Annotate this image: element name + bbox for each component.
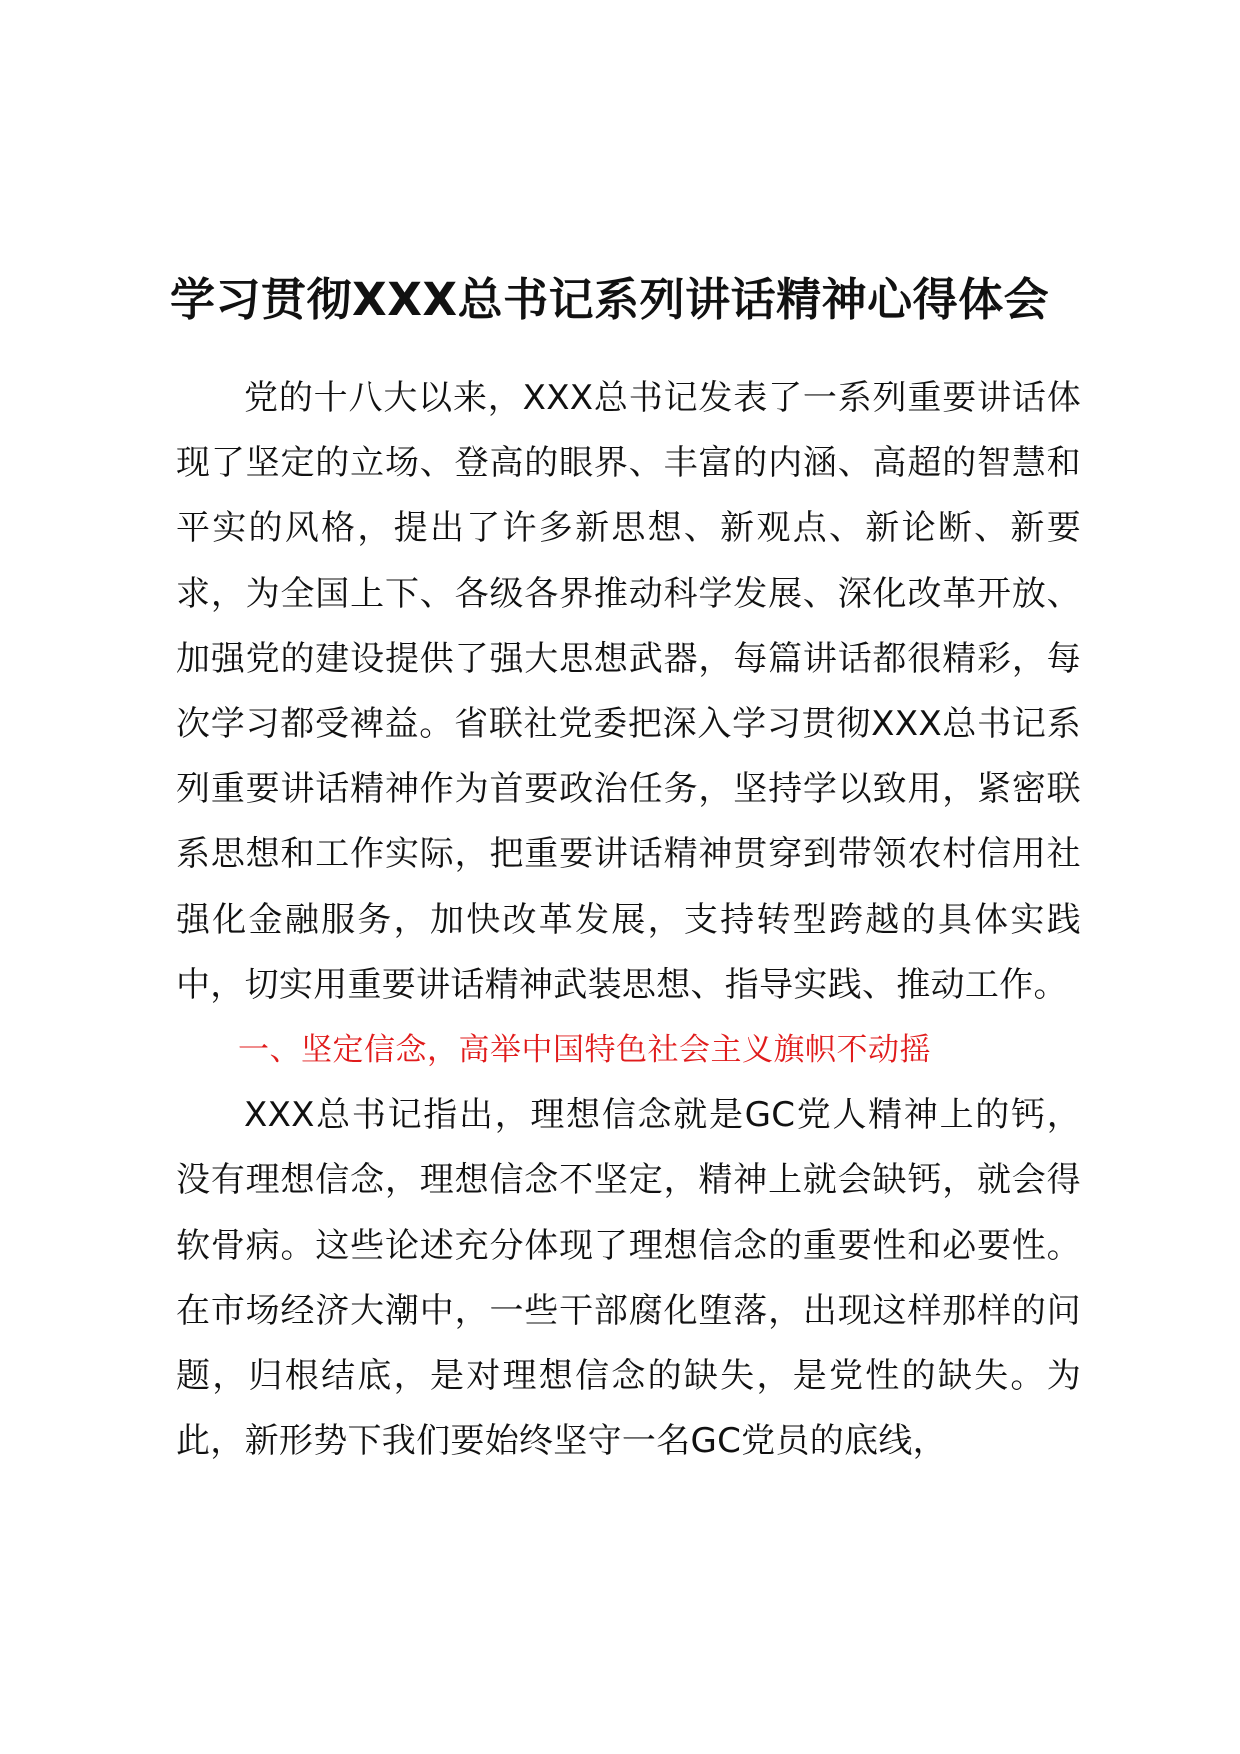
body-paragraph: XXX总书记指出，理想信念就是GC党人精神上的钙，没有理想信念，理想信念不坚定，精神上就会缺钙，就会得软骨病。这些论述充分体现了理想信念的重要性和必要性。在市场经济大潮中，一些干部腐化堕落，出现这样那样的问题，归根结底，是对理想信念的缺失，是党性的缺失。为此，新形势下我们要始终坚守一名GC党员的底线， <box>176 1095 1081 1462</box>
document-body <box>176 366 1081 1474</box>
body-paragraph: 党的十八大以来，XXX总书记发表了一系列重要讲话体现了坚定的立场、登高的眼界、丰富的内涵、高超的智慧和平实的风格，提出了许多新思想、新观点、新论断、新要求，为全国上下、各级各界推动科学发展、深化改革开放、加强党的建设提供了强大思想武器，每篇讲话都很精彩，每次学习都受裨益。省联社党委把深入学习贯彻XXX总书记系列重要讲话精神作为首要政治任务，坚持学以致用，紧密联系思想和工作实际，把重要讲话精神贯穿到带领农村信用社强化金融服务，加快改革发展，支持转型跨越的具体实践中，切实用重要讲话精神武装思想、指导实践、推动工作。 <box>176 378 1081 1005</box>
section-heading: 一、坚定信念，高举中国特色社会主义旗帜不动摇 <box>238 1032 931 1069</box>
document-title: 学习贯彻XXX总书记系列讲话精神心得体会 <box>170 273 1050 326</box>
